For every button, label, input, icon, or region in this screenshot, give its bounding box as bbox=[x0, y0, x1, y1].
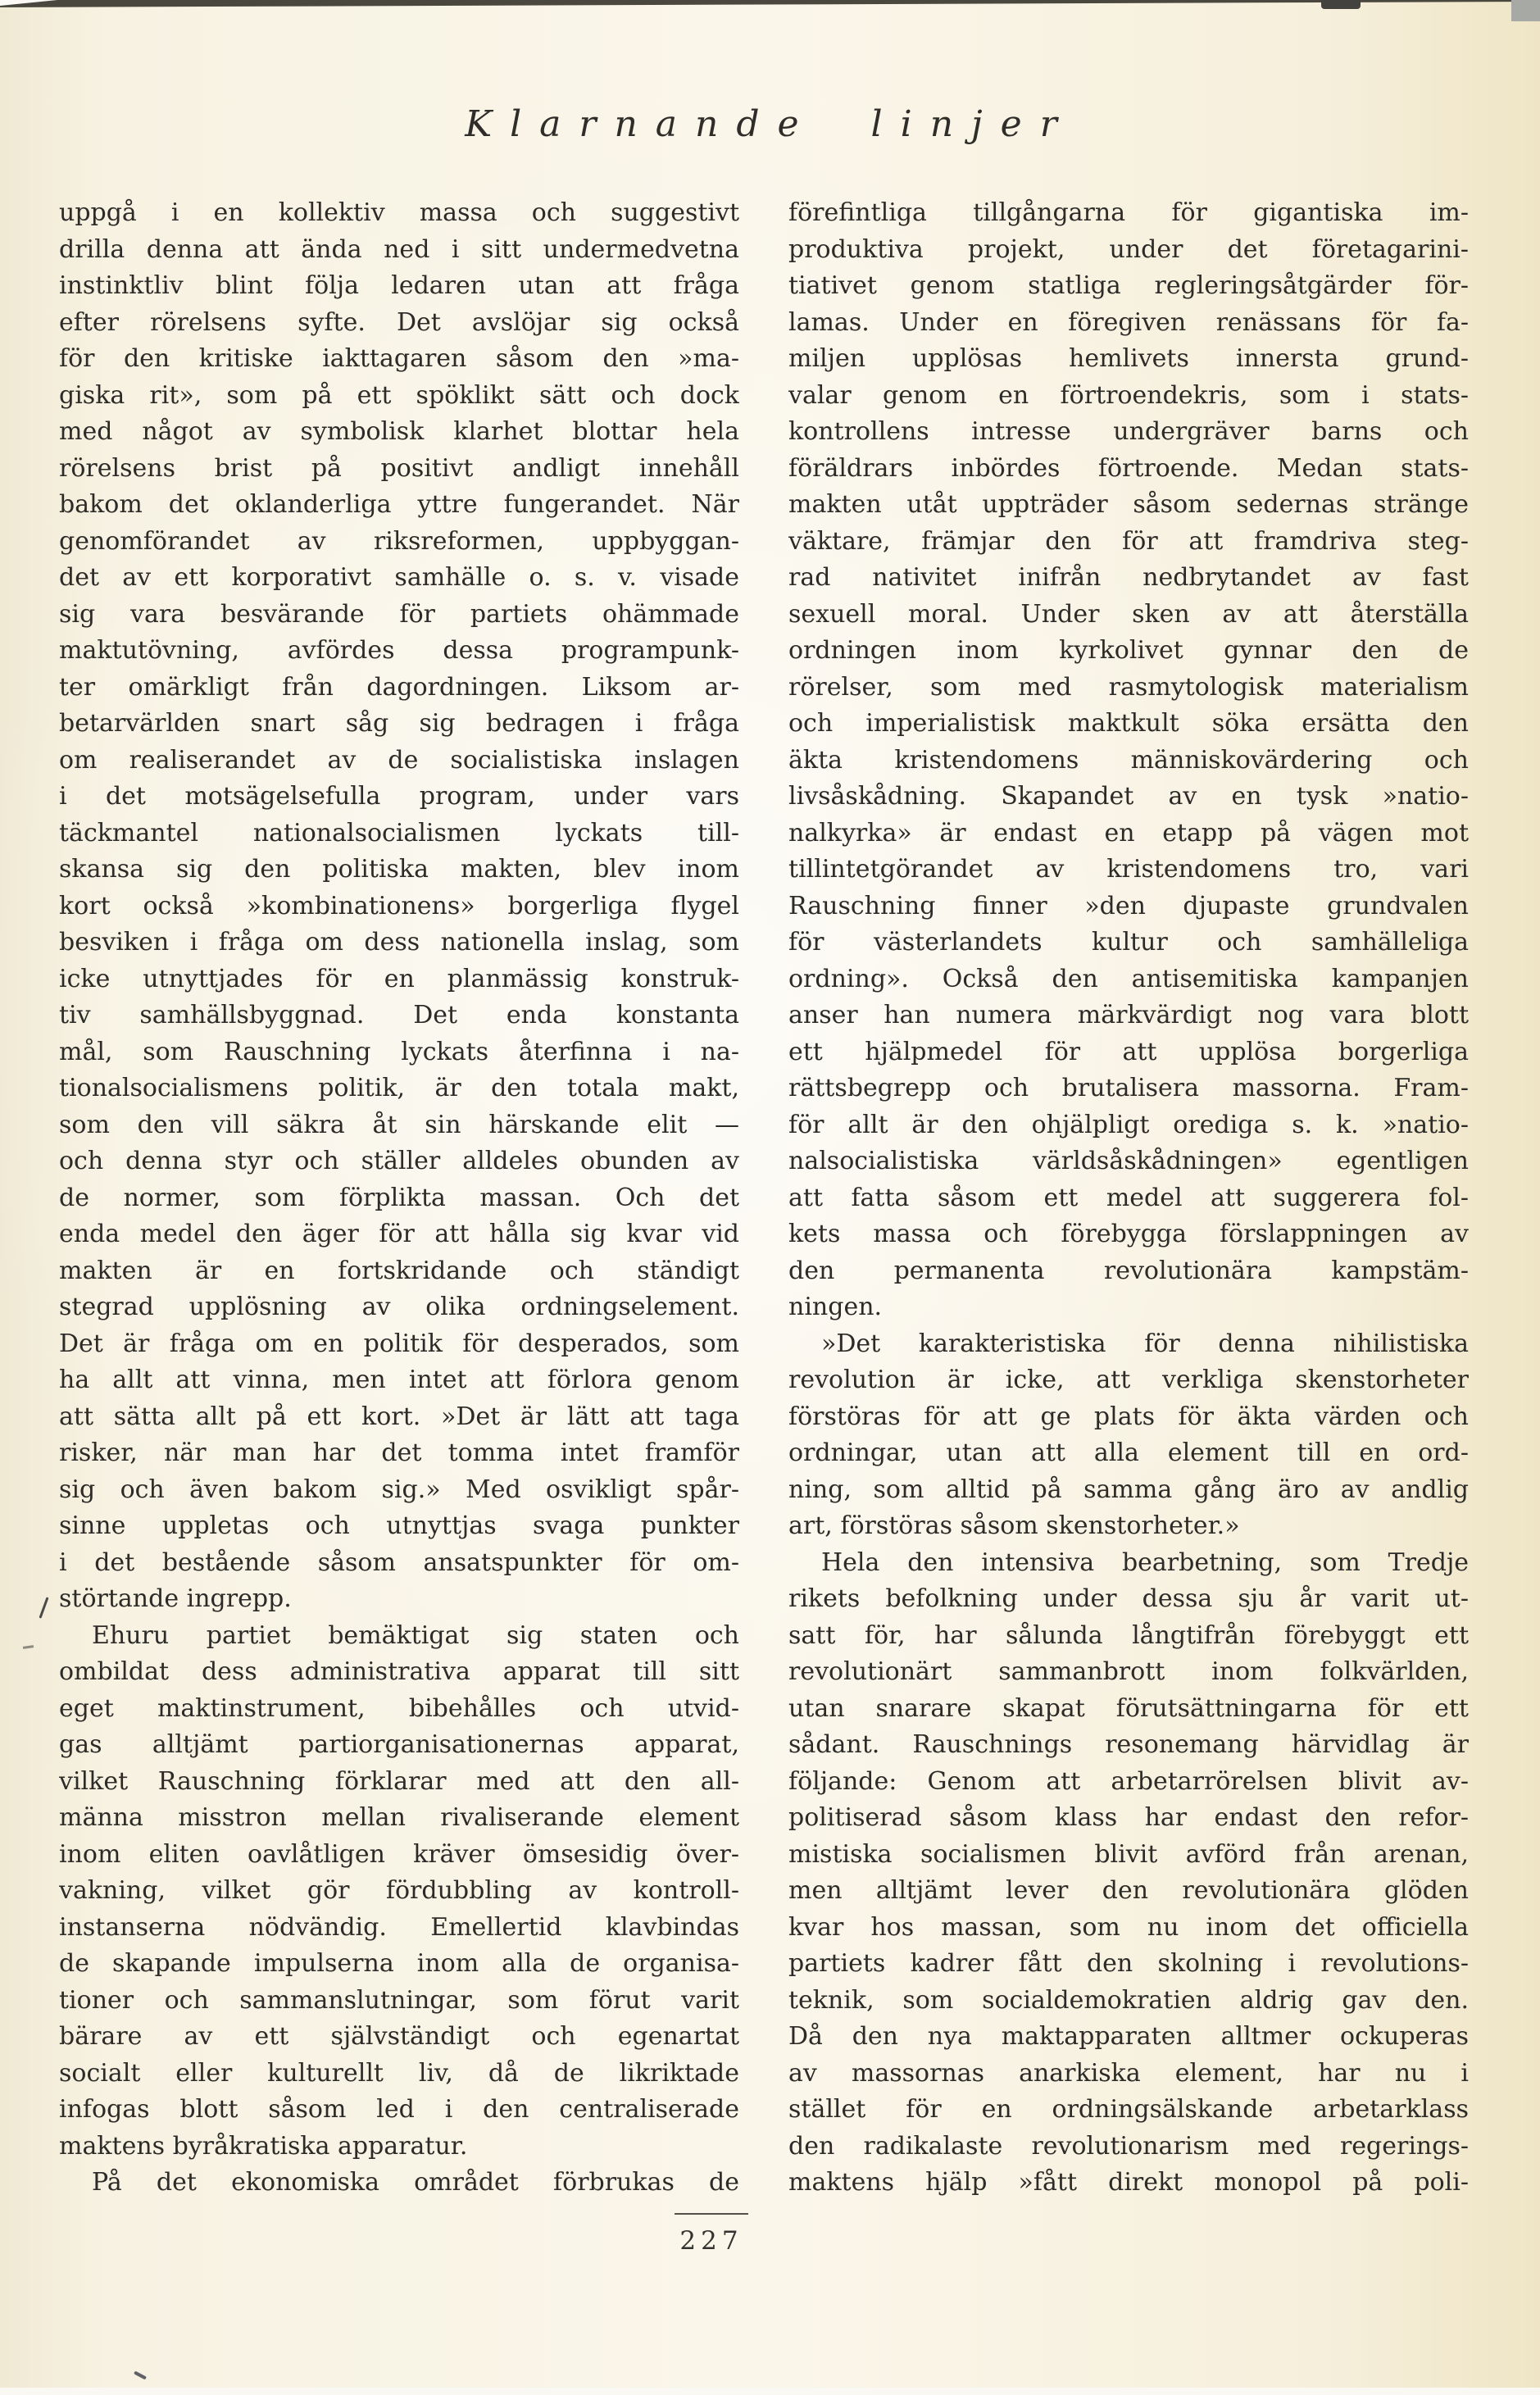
text-line: socialt eller kulturellt liv, då de likriktade bbox=[59, 2058, 739, 2088]
text-line: i det motsägelsefulla program, under vars bbox=[59, 782, 739, 811]
page-number: 227 bbox=[679, 2226, 743, 2256]
text-line: inom eliten oavlåtligen kräver ömsesidig över- bbox=[59, 1839, 739, 1869]
text-line: att sätta allt på ett kort. »Det är lätt att taga bbox=[59, 1402, 739, 1431]
text-line: ett hjälpmedel för att upplösa borgerliga bbox=[788, 1037, 1469, 1066]
text-line: om realiserandet av de socialistiska inslagen bbox=[59, 745, 739, 775]
text-line: risker, när man har det tomma intet framför bbox=[59, 1438, 739, 1467]
text-line: utan snarare skapat förutsättningarna för ett bbox=[788, 1693, 1469, 1723]
scan-artifact-top-notch bbox=[1321, 0, 1361, 9]
text-line: partiets kadrer fått den skolning i revolutions- bbox=[788, 1949, 1469, 1978]
text-line: ningen. bbox=[788, 1293, 883, 1321]
text-line: stället för en ordningsälskande arbetarklass bbox=[788, 2095, 1469, 2124]
footer-rule bbox=[675, 2213, 748, 2215]
text-line: den radikalaste revolutionarism med regerings- bbox=[788, 2131, 1469, 2161]
text-line: nalsocialistiska världsåskådningen» egentligen bbox=[788, 1147, 1469, 1175]
text-line: förstöras för att ge plats för äkta värden och bbox=[788, 1402, 1469, 1431]
text-line: de normer, som förplikta massan. Och det bbox=[59, 1183, 739, 1212]
text-line: men alltjämt lever den revolutionära glöden bbox=[788, 1876, 1469, 1905]
text-line: kort också »kombinationens» borgerliga flygel bbox=[59, 891, 739, 920]
text-line: sådant. Rauschnings resonemang härvidlag är bbox=[788, 1730, 1469, 1759]
text-line: nalkyrka» är endast en etapp på vägen mot bbox=[788, 818, 1469, 848]
text-line: ha allt att vinna, men intet att förlora genom bbox=[59, 1366, 739, 1394]
scan-artifact-bottom-strip bbox=[0, 2388, 1540, 2395]
scan-artifact-bottom-slash bbox=[134, 2370, 147, 2379]
text-line: männa misstron mellan rivaliserande element bbox=[59, 1803, 739, 1832]
text-line: miljen upplösas hemlivets innersta grund- bbox=[788, 344, 1469, 373]
text-line: rikets befolkning under dessa sju år varit ut- bbox=[788, 1584, 1469, 1613]
text-line: infogas blott såsom led i den centraliserade bbox=[59, 2095, 739, 2124]
text-line: betarvärlden snart såg sig bedragen i fråga bbox=[59, 709, 739, 738]
text-line: tioner och sammanslutningar, som förut varit bbox=[59, 1985, 739, 2015]
text-line: kontrollens intresse undergräver barns och bbox=[788, 417, 1469, 446]
text-line: Ehuru partiet bemäktigat sig staten och bbox=[92, 1620, 739, 1650]
text-line: eget maktinstrument, bibehålles och utvid- bbox=[59, 1693, 739, 1723]
scan-artifact-top-edge bbox=[0, 0, 1540, 7]
text-line: den permanenta revolutionära kampstäm- bbox=[788, 1256, 1469, 1285]
text-line: satt för, har sålunda långtifrån förebyggt ett bbox=[788, 1620, 1469, 1650]
text-line: ter omärkligt från dagordningen. Liksom ar- bbox=[59, 672, 739, 702]
scan-artifact-margin-dash bbox=[23, 1645, 34, 1649]
text-line: drilla denna att ända ned i sitt undermedvetna bbox=[59, 234, 739, 264]
text-line: bärare av ett självständigt och egenartat bbox=[59, 2022, 739, 2051]
text-line: föräldrars inbördes förtroende. Medan stats- bbox=[788, 453, 1469, 483]
text-line: för västerlandets kultur och samhälleliga bbox=[788, 928, 1469, 957]
text-line: täckmantel nationalsocialismen lyckats till- bbox=[59, 818, 739, 848]
text-line: maktens hjälp »fått direkt monopol på poli- bbox=[788, 2168, 1469, 2197]
text-line: art, förstöras såsom skenstorheter.» bbox=[788, 1511, 1240, 1540]
text-line: Hela den intensiva bearbetning, som Tredje bbox=[821, 1547, 1469, 1577]
right-column bbox=[788, 195, 1469, 2202]
text-line: för allt är den ohjälpligt orediga s. k. »natio- bbox=[788, 1110, 1469, 1139]
text-line: vakning, vilket gör fördubbling av kontroll- bbox=[59, 1876, 739, 1905]
text-line: sinne uppletas och utnyttjas svaga punkter bbox=[59, 1511, 739, 1540]
text-line: instanserna nödvändig. Emellertid klavbindas bbox=[59, 1912, 739, 1942]
text-line: av massornas anarkiska element, har nu i bbox=[788, 2058, 1469, 2088]
scan-artifact-top-white bbox=[0, 0, 57, 6]
text-line: Då den nya maktapparaten alltmer ockuperas bbox=[788, 2022, 1469, 2051]
text-line: politiserad såsom klass har endast den refor- bbox=[788, 1803, 1469, 1832]
text-line: stegrad upplösning av olika ordningselement. bbox=[59, 1293, 739, 1321]
text-line: mistiska socialismen blivit avförd från arenan, bbox=[788, 1839, 1469, 1869]
text-line: och denna styr och ställer alldeles obunden av bbox=[59, 1147, 739, 1175]
text-line: skansa sig den politiska makten, blev inom bbox=[59, 855, 739, 884]
text-line: ning, som alltid på samma gång äro av andlig bbox=[788, 1475, 1469, 1504]
text-line: och imperialistisk maktkult söka ersätta den bbox=[788, 709, 1469, 738]
page-footer bbox=[650, 2213, 773, 2256]
text-line: kets massa och förebygga förslappningen av bbox=[788, 1220, 1469, 1248]
text-line: På det ekonomiska området förbrukas de bbox=[92, 2168, 739, 2197]
text-line: kvar hos massan, som nu inom det officiella bbox=[788, 1912, 1469, 1942]
text-line: produktiva projekt, under det företagarini- bbox=[788, 234, 1469, 264]
text-line: rörelser, som med rasmytologisk materialism bbox=[788, 672, 1469, 702]
text-line: ordningar, utan att alla element till en ord- bbox=[788, 1438, 1469, 1467]
text-line: för den kritiske iakttagaren såsom den »ma- bbox=[59, 344, 739, 373]
text-line: att fatta såsom ett medel att suggerera fol- bbox=[788, 1183, 1469, 1212]
text-line: tiativet genom statliga regleringsåtgärder för- bbox=[788, 271, 1469, 300]
text-line: icke utnyttjades för en planmässig konstruk- bbox=[59, 964, 739, 993]
text-line: vilket Rauschning förklarar med att den all- bbox=[59, 1766, 739, 1796]
text-line: som den vill säkra åt sin härskande elit — bbox=[59, 1110, 739, 1139]
text-line: äkta kristendomens människovärdering och bbox=[788, 745, 1469, 775]
page-title: Klarnande linjer bbox=[465, 103, 1075, 145]
text-line: i det bestående såsom ansatspunkter för om- bbox=[59, 1547, 739, 1577]
scan-artifact-pen-mark bbox=[39, 1597, 48, 1618]
text-line: följande: Genom att arbetarrörelsen blivit av- bbox=[788, 1766, 1469, 1796]
text-line: med något av symbolisk klarhet blottar hela bbox=[59, 417, 739, 446]
text-line: sexuell moral. Under sken av att återställa bbox=[788, 599, 1469, 629]
text-line: rad nativitet inifrån nedbrytandet av fast bbox=[788, 563, 1469, 592]
text-line: rörelsens brist på positivt andligt innehåll bbox=[59, 453, 739, 483]
text-line: bakom det oklanderliga yttre fungerandet. När bbox=[59, 490, 739, 519]
text-line: sig vara besvärande för partiets ohämmade bbox=[59, 599, 739, 629]
text-line: uppgå i en kollektiv massa och suggestivt bbox=[59, 198, 739, 227]
text-line: rättsbegrepp och brutalisera massorna. Fram- bbox=[788, 1074, 1469, 1102]
text-line: de skapande impulserna inom alla de organisa- bbox=[59, 1949, 739, 1978]
text-line: väktare, främjar den för att framdriva steg- bbox=[788, 526, 1469, 556]
text-line: livsåskådning. Skapandet av en tysk »natio- bbox=[788, 782, 1469, 811]
scan-artifact-top-corner bbox=[1511, 0, 1540, 21]
text-line: enda medel den äger för att hålla sig kvar vid bbox=[59, 1220, 739, 1248]
text-line: maktutövning, avfördes dessa programpunk- bbox=[59, 636, 739, 665]
text-line: maktens byråkratiska apparatur. bbox=[59, 2131, 468, 2161]
text-line: »Det karakteristiska för denna nihilistiska bbox=[821, 1329, 1469, 1358]
text-line: ombildat dess administrativa apparat till sitt bbox=[59, 1657, 739, 1686]
text-line: Det är fråga om en politik för desperados, som bbox=[59, 1329, 739, 1358]
text-line: tionalsocialismens politik, är den totala makt, bbox=[59, 1074, 739, 1102]
text-line: ordning». Också den antisemitiska kampanjen bbox=[788, 964, 1469, 993]
left-column bbox=[59, 195, 739, 2202]
text-line: instinktliv blint följa ledaren utan att fråga bbox=[59, 271, 739, 300]
text-line: revolutionärt sammanbrott inom folkvärlden, bbox=[788, 1657, 1469, 1686]
text-line: Rauschning finner »den djupaste grundvalen bbox=[788, 891, 1469, 920]
text-line: tillintetgörandet av kristendomens tro, vari bbox=[788, 855, 1469, 884]
text-line: revolution är icke, att verkliga skenstorheter bbox=[788, 1366, 1469, 1394]
text-line: förefintliga tillgångarna för gigantiska im- bbox=[788, 198, 1469, 227]
text-line: störtande ingrepp. bbox=[59, 1584, 292, 1613]
text-line: sig och även bakom sig.» Med osvikligt spår- bbox=[59, 1475, 739, 1504]
text-line: makten är en fortskridande och ständigt bbox=[59, 1256, 739, 1285]
text-line: tiv samhällsbyggnad. Det enda konstanta bbox=[59, 1001, 739, 1029]
text-line: ordningen inom kyrkolivet gynnar den de bbox=[788, 636, 1469, 665]
text-line: efter rörelsens syfte. Det avslöjar sig också bbox=[59, 307, 739, 337]
text-line: mål, som Rauschning lyckats återfinna i na- bbox=[59, 1037, 739, 1066]
text-line: besviken i fråga om dess nationella inslag, som bbox=[59, 928, 739, 957]
text-line: gas alltjämt partiorganisationernas apparat, bbox=[59, 1730, 739, 1759]
text-line: genomförandet av riksreformen, uppbyggan- bbox=[59, 526, 739, 556]
text-line: anser han numera märkvärdigt nog vara blott bbox=[788, 1001, 1469, 1029]
text-line: valar genom en förtroendekris, som i stats- bbox=[788, 380, 1469, 410]
text-line: giska rit», som på ett spöklikt sätt och dock bbox=[59, 380, 739, 410]
text-line: lamas. Under en föregiven renässans för fa- bbox=[788, 307, 1469, 337]
text-line: makten utåt uppträder såsom sedernas stränge bbox=[788, 490, 1469, 519]
text-line: det av ett korporativt samhälle o. s. v. visade bbox=[59, 563, 739, 592]
text-line: teknik, som socialdemokratien aldrig gav den. bbox=[788, 1985, 1469, 2015]
